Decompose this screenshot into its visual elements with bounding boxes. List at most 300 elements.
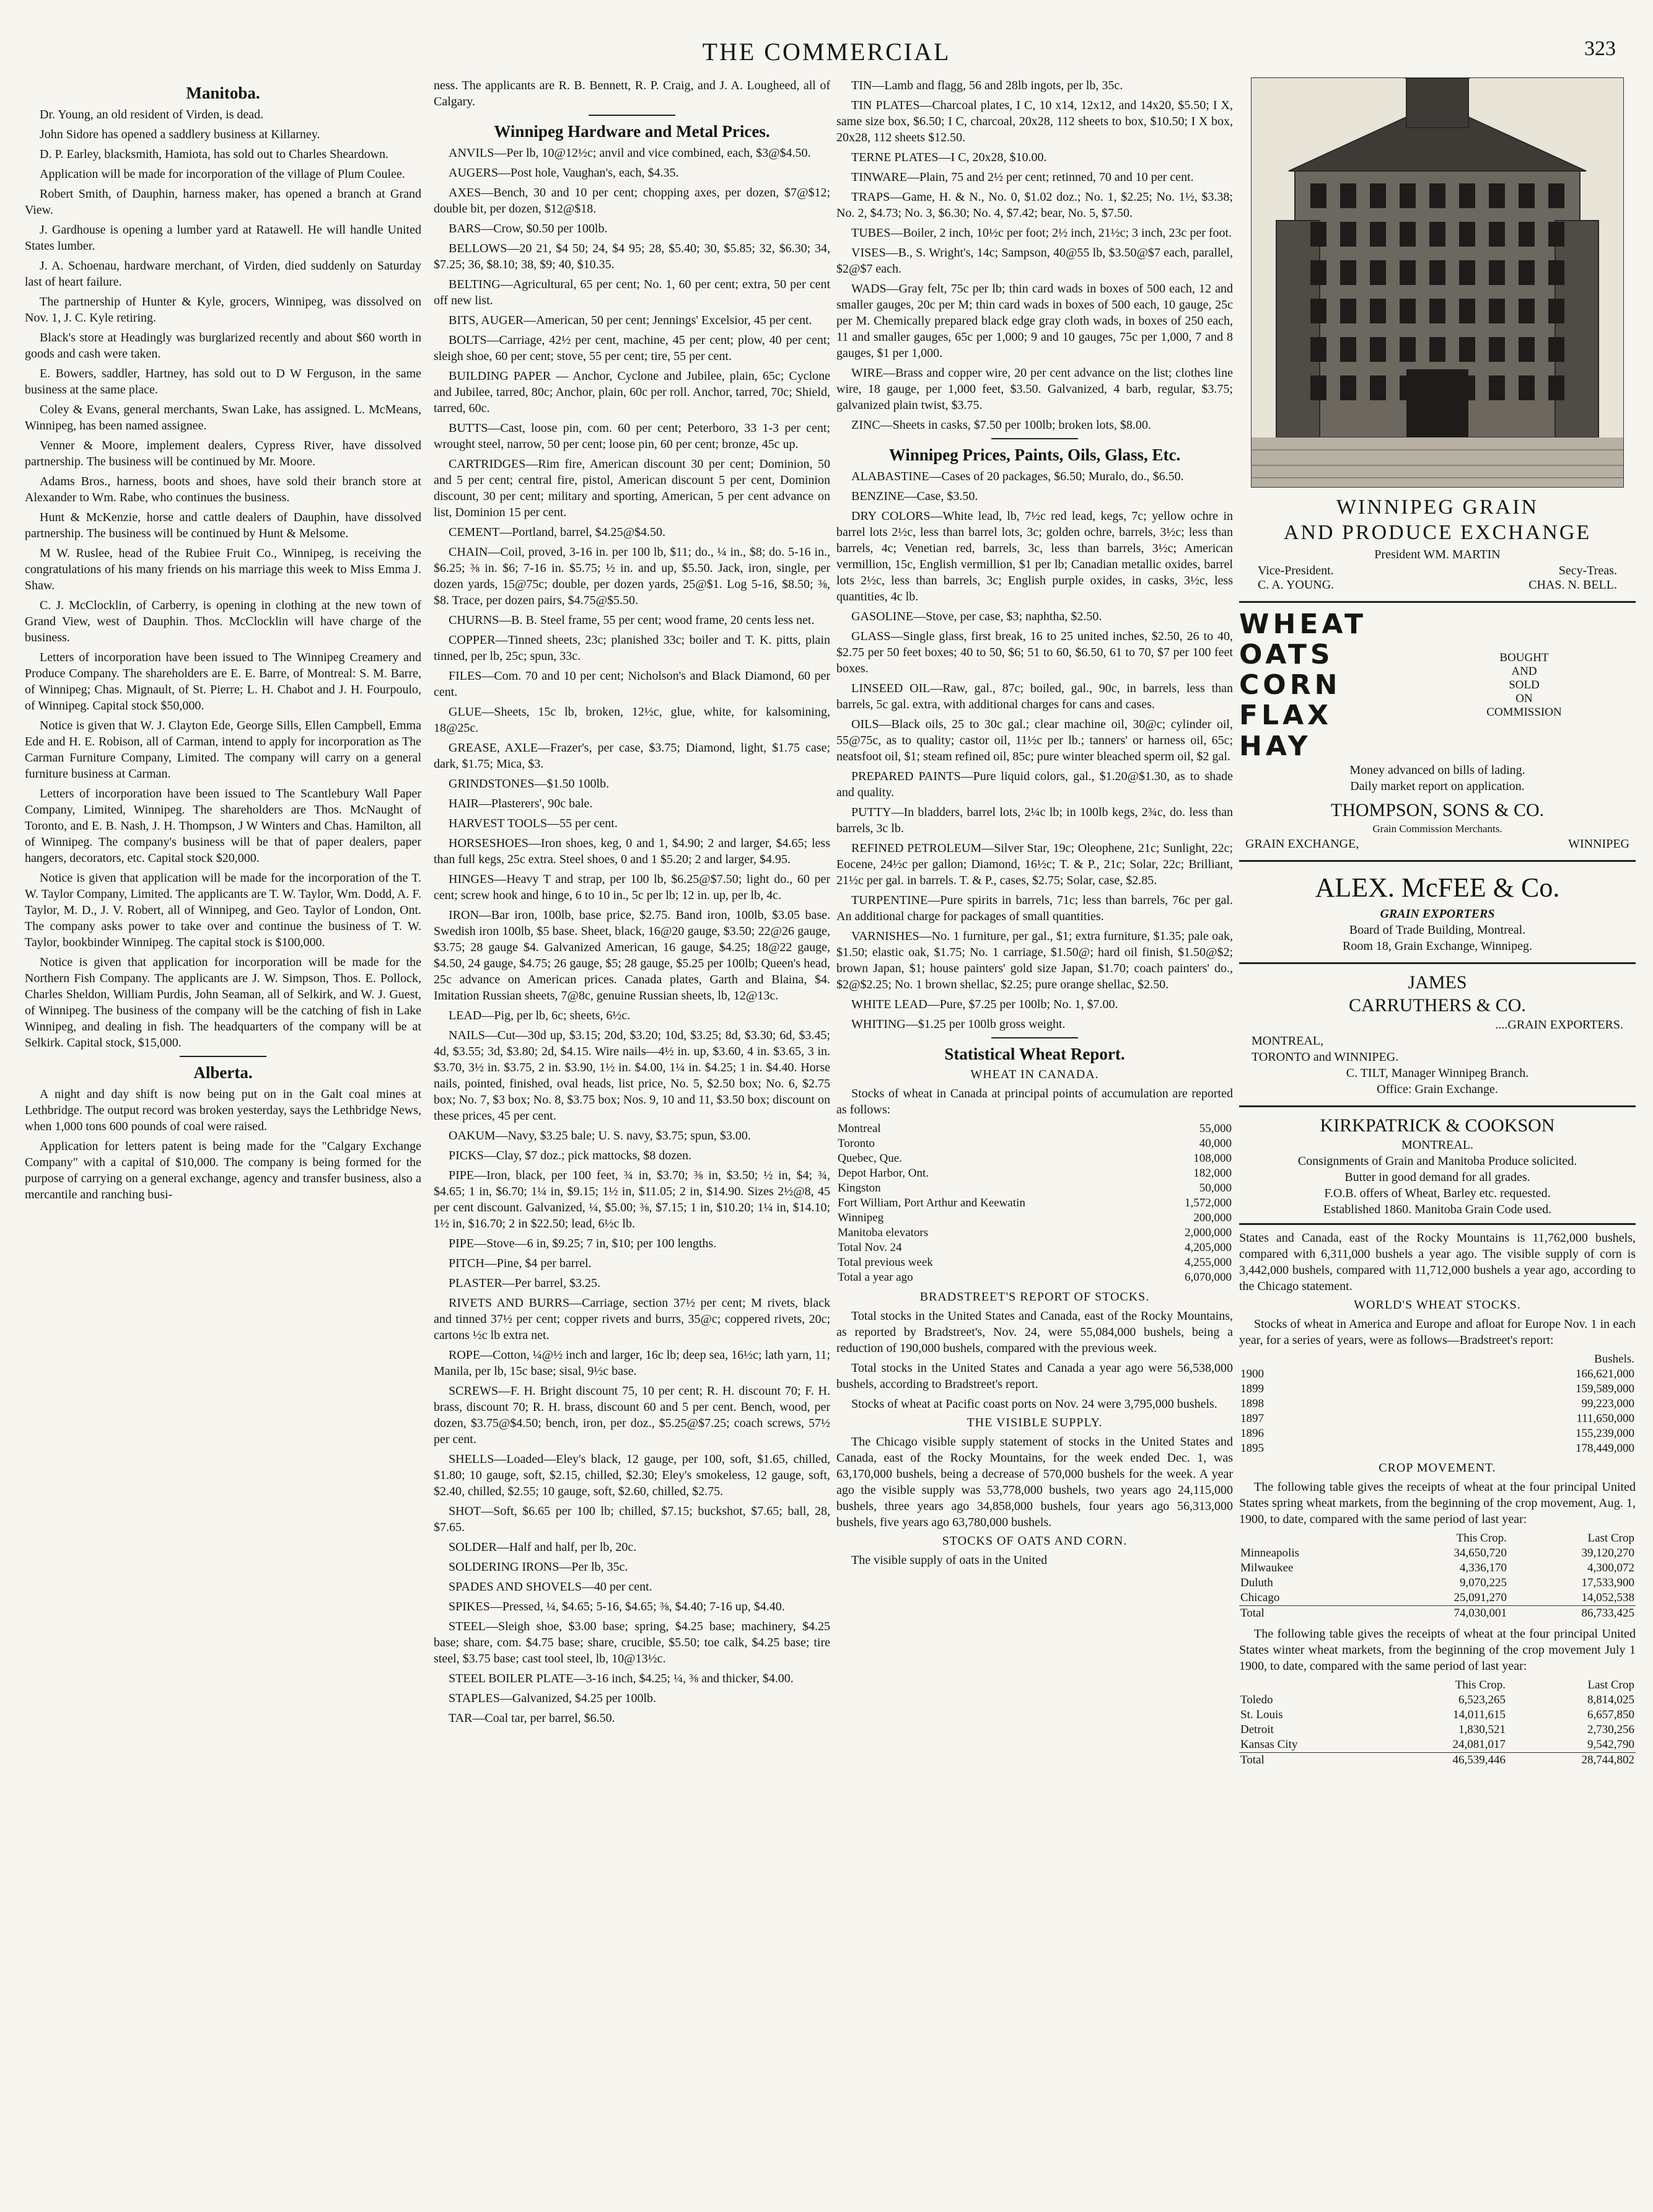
thompson-firm-subtitle: Grain Commission Merchants. (1372, 822, 1502, 835)
price-entry: TIN—Lamb and flagg, 56 and 28lb ingots, per lb, 35c. (851, 79, 1123, 92)
price-entry: BOLTS—Carriage, 42½ per cent, machine, 45 per cent; plow, 40 per cent; sleigh shoe, 60 per cent; stove, 55 per cent; tire, 55 per cent. (434, 333, 830, 364)
row-value: 6,070,000 (1185, 1271, 1232, 1284)
row-value: 4,205,000 (1185, 1241, 1232, 1255)
price-entry: TINWARE—Plain, 75 and 2½ per cent; retinned, 70 and 10 per cent. (851, 170, 1194, 184)
row-value: 6,657,850 (1587, 1708, 1634, 1721)
kirkpatrick-line-2: Butter in good demand for all grades. (1344, 1170, 1530, 1184)
row-label: Duluth (1240, 1576, 1273, 1589)
article-continuation: ness. The applicants are R. B. Bennett, R. P. Craig, and J. A. Lougheed, all of Calgary. (434, 79, 830, 108)
grain-commodity: WHEAT (1239, 608, 1367, 640)
note-word: ON (1515, 691, 1533, 705)
divider (991, 438, 1078, 439)
subheading-bradstreet-report: BRADSTREET'S REPORT OF STOCKS. (919, 1290, 1150, 1304)
window-mark (1429, 299, 1445, 323)
carruthers-subtitle: ....GRAIN EXPORTERS. (1495, 1017, 1623, 1032)
table-row (836, 1226, 1233, 1240)
window-mark (1370, 337, 1386, 362)
price-entry: CHURNS—B. B. Steel frame, 55 per cent; wood frame, 20 cents less net. (449, 613, 815, 628)
exchange-president: President WM. MARTIN (1374, 547, 1501, 561)
price-entry: PREPARED PAINTS—Pure liquid colors, gal., $1.20@$1.30, as to shade and quality. (836, 770, 1233, 800)
note-word: SOLD (1509, 678, 1540, 691)
table-row (836, 1181, 1233, 1196)
window-mark (1548, 260, 1564, 285)
price-entry: GLASS—Single glass, first break, 16 to 25 united inches, $2.50, 26 to 40, $2.75 per 50 feet boxes; 40 to 50, $6; 51 to 60, $6.50, 61 to 70, $7 per 100 feet boxes. (836, 630, 1233, 676)
note-word: COMMISSION (1486, 705, 1562, 719)
row-label: Milwaukee (1240, 1561, 1294, 1574)
carruthers-office: Office: Grain Exchange. (1377, 1082, 1498, 1096)
table-row (836, 1211, 1233, 1226)
subheading-visible-supply: THE VISIBLE SUPPLY. (967, 1416, 1103, 1430)
window-mark (1519, 260, 1535, 285)
table-row (836, 1166, 1233, 1181)
price-entry: TURPENTINE—Pure spirits in barrels, 71c; less than barrels, 76c per gal. An additional charge for packages of small quantities. (836, 893, 1233, 924)
row-value: 55,000 (1199, 1122, 1232, 1136)
thompson-sons-advertisement (1239, 601, 1636, 851)
window-mark (1459, 299, 1475, 323)
exchange-title-line-2: AND PRODUCE EXCHANGE (1283, 520, 1592, 544)
window-mark (1310, 299, 1326, 323)
column-4 (1239, 77, 1636, 2200)
window-mark (1370, 222, 1386, 247)
winter-wheat-receipts-table (1239, 1678, 1636, 1768)
price-entry: SPADES AND SHOVELS—40 per cent. (449, 1580, 652, 1594)
price-entry: BARS—Crow, $0.50 per 100lb. (449, 222, 608, 236)
wheat-report-continuation: States and Canada, east of the Rocky Mountains is 11,762,000 bushels, compared with 6,311,000 bushels a year ago. The visible supply of corn is 3,442,000 bushels, compared with 11,712,000 bushels a year ago, according to the Chicago statement. (1239, 1231, 1636, 1293)
column-1 (25, 77, 421, 2200)
divider (991, 1037, 1078, 1038)
visible-supply-text: The Chicago visible supply statement of stocks in the United States and Canada, east of the Rocky Mountains, for the week ended Dec. 1, was 63,170,000 bushels, being a decrease of 570,000 bushels for the week. A year ago the visible supply was 53,778,000 bushels, two years ago 24,115,000 bushels, three years ago 34,858,000 bushels, four years ago 56,313,000 bushels, five years ago 63,780,000 bushels. (836, 1435, 1233, 1530)
table-row (1239, 1426, 1636, 1441)
mcfee-firm-name: ALEX. McFEE & Co. (1315, 872, 1560, 903)
window-mark (1429, 183, 1445, 208)
price-entry: SPIKES—Pressed, ¼, $4.65; 5-16, $4.65; ⅜, $4.40; 7-16 up, $4.40. (449, 1600, 785, 1614)
world-stocks-intro: Stocks of wheat in America and Europe and afloat for Europe Nov. 1 in each year, for a series of years, were as follows—Bradstreet's report: (1239, 1317, 1636, 1347)
row-label: 1896 (1240, 1426, 1264, 1440)
price-entry: SOLDER—Half and half, per lb, 20c. (449, 1540, 637, 1555)
window-mark (1370, 299, 1386, 323)
window-mark (1519, 375, 1535, 400)
row-value: 159,589,000 (1576, 1382, 1634, 1395)
window-mark (1459, 183, 1475, 208)
window-mark (1489, 299, 1505, 323)
table-row (1239, 1576, 1636, 1591)
table-row (1239, 1397, 1636, 1411)
row-value: 4,255,000 (1185, 1256, 1232, 1270)
news-item: Letters of incorporation have been issued to The Winnipeg Creamery and Produce Company. The shareholders are E. E. Barre, of Montreal: S. M. Barre, of Winnipeg; Chas. Mignault, of St. Pierre; L. H. Chabot and J. H. Fourpoulo, of Winnipeg. Capital stock $50,000. (25, 651, 421, 713)
crop-movement-intro-1: The following table gives the receipts of wheat at the four principal United States spring wheat markets, from the beginning of the crop movement, Aug. 1, 1900, to date, compared with the same period of last year: (1239, 1480, 1636, 1526)
row-value: 17,533,900 (1581, 1576, 1634, 1589)
window-mark (1548, 299, 1564, 323)
price-entry: LINSEED OIL—Raw, gal., 87c; boiled, gal., 90c, in barrels, less than barrels, 5c gal. extra, with additional charges for cans and cases. (836, 682, 1233, 712)
price-entry: PICKS—Clay, $7 doz.; pick mattocks, $8 dozen. (449, 1149, 691, 1163)
row-value: 2,000,000 (1185, 1226, 1232, 1240)
window-mark (1519, 222, 1535, 247)
row-label: Chicago (1240, 1591, 1280, 1604)
row-value: 166,621,000 (1576, 1367, 1634, 1380)
total-row (1239, 1752, 1636, 1768)
window-mark (1310, 222, 1326, 247)
news-item: D. P. Earley, blacksmith, Hamiota, has sold out to Charles Sheardown. (40, 147, 389, 162)
section-heading-alberta: Alberta. (193, 1063, 253, 1082)
price-entry: AXES—Bench, 30 and 10 per cent; chopping axes, per dozen, $7@$12; double bit, per dozen, $12@$18. (434, 186, 830, 216)
table-row (1239, 1411, 1636, 1426)
total-value: 46,539,446 (1378, 1752, 1507, 1768)
window-mark (1370, 260, 1386, 285)
kirkpatrick-line-3: F.O.B. offers of Wheat, Barley etc. requested. (1324, 1186, 1551, 1200)
report-paragraph: Total stocks in the United States and Canada, east of the Rocky Mountains, as reported by Bradstreet's, Nov. 24, were 55,084,000 bushels, being a reduction of 190,000 bushels, compared with the previous week. (836, 1309, 1233, 1356)
crop-col-this-2: This Crop. (1455, 1678, 1506, 1692)
table-row (1239, 1737, 1636, 1753)
total-label: Total (1239, 1605, 1380, 1621)
news-item: J. A. Schoenau, hardware merchant, of Virden, died suddenly on Saturday last of heart failure. (25, 259, 421, 289)
total-row (1239, 1605, 1636, 1621)
price-entry: FILES—Com. 70 and 10 per cent; Nicholson's and Black Diamond, 60 per cent. (434, 669, 830, 700)
table-row (836, 1270, 1233, 1285)
row-value: 6,523,265 (1458, 1693, 1506, 1706)
row-value: 1,830,521 (1458, 1723, 1506, 1736)
world-stocks-column-head: Bushels. (1594, 1352, 1634, 1366)
world-stocks-table (1239, 1352, 1636, 1456)
row-label: Total Nov. 24 (838, 1241, 902, 1255)
mcfee-advertisement (1239, 860, 1636, 954)
price-entry: BELLOWS—20 21, $4 50; 24, $4 95; 28, $5.40; 30, $5.85; 32, $6.30; 34, $7.25; 36, $8.10; 38, $9; 40, $10.35. (434, 242, 830, 272)
grain-exchange-advertisement (1239, 77, 1636, 592)
row-label: 1899 (1240, 1382, 1264, 1395)
news-item: Robert Smith, of Dauphin, harness maker, has opened a branch at Grand View. (25, 187, 421, 217)
hardware-price-list-continued (836, 77, 1233, 433)
row-value: 4,336,170 (1459, 1561, 1507, 1574)
oats-corn-text: The visible supply of oats in the United (851, 1553, 1048, 1568)
subheading-world-wheat-stocks: WORLD'S WHEAT STOCKS. (1354, 1297, 1521, 1312)
price-entry: SOLDERING IRONS—Per lb, 35c. (449, 1560, 628, 1574)
price-entry: GRINDSTONES—$1.50 100lb. (449, 777, 610, 791)
price-entry: VISES—B., S. Wright's, 14c; Sampson, 40@55 lb, $3.50@$7 each, parallel, $2@$7 each. (836, 246, 1233, 276)
table-row (836, 1136, 1233, 1151)
price-entry: BITS, AUGER—American, 50 per cent; Jennings' Excelsior, 45 per cent. (449, 314, 812, 328)
row-value: 24,081,017 (1452, 1737, 1506, 1751)
price-entry: WADS—Gray felt, 75c per lb; thin card wads in boxes of 500 each, 12 and smaller gauges, 20c per M; thin card wads in boxes of 500 each, 10 gauge, 25c per M. Chemically prepared black edge gray cloth wads, in boxes of 250 each, 11 and smaller gauges, 65c per 1,000; 9 and 10 gauges, 75c per 1,000, 7 and 8 gauges, $1 per 1,000. (836, 282, 1233, 360)
report-paragraph: Total stocks in the United States and Canada a year ago were 56,538,000 bushels, according to Bradstreet's report. (836, 1361, 1233, 1392)
thompson-firm-name: THOMPSON, SONS & CO. (1330, 799, 1545, 820)
news-item: A night and day shift is now being put on in the Galt coal mines at Lethbridge. The output record was broken yesterday, says the Lethbridge News, when 1,000 tons 600 pounds of coal were raised. (25, 1087, 421, 1134)
exchange-vice-name: C. A. YOUNG. (1258, 577, 1335, 592)
news-item: Notice is given that W. J. Clayton Ede, George Sills, Ellen Campbell, Emma Ede and H. E. Robison, all of Carman, intend to apply for incorporation as The Carman Furniture Company, Limited. The company will carry on a general furniture business at Carman. (25, 719, 421, 781)
row-value: 2,730,256 (1587, 1723, 1634, 1736)
row-value: 50,000 (1199, 1182, 1232, 1195)
exchange-secy-name: CHAS. N. BELL. (1528, 577, 1617, 592)
row-value: 178,449,000 (1576, 1441, 1634, 1455)
table-row (836, 1255, 1233, 1270)
price-entry: HARVEST TOOLS—55 per cent. (449, 817, 618, 831)
window-mark (1400, 299, 1416, 323)
row-value: 14,052,538 (1581, 1591, 1634, 1604)
table-row (1239, 1708, 1636, 1723)
news-item: Hunt & McKenzie, horse and cattle dealers of Dauphin, have dissolved partnership. The business will be continued by Hunt & Melsome. (25, 511, 421, 541)
price-entry: VARNISHES—No. 1 furniture, per gal., $1; extra furniture, $1.35; pale oak, $1.50; elastic oak, $1.75; No. 1 carriage, $1.50@; hard oil finish, $1.50@$2; brown Japan, $1; house painters' gold size Japan, $1.70; coach painters' do., $2@$2.25; No. 1 brown shellac, $2.25; pure orange shellac, $2.50. (836, 929, 1233, 992)
row-label: Toronto (838, 1137, 875, 1151)
page-number: 323 (1584, 37, 1616, 60)
window-mark (1400, 222, 1416, 247)
wheat-canada-intro: Stocks of wheat in Canada at principal points of accumulation are reported as follows: (836, 1087, 1233, 1117)
carruthers-city-1: MONTREAL, (1252, 1034, 1324, 1048)
window-mark (1310, 337, 1326, 362)
price-entry: COPPER—Tinned sheets, 23c; planished 33c; boiler and T. K. pitts, plain tinned, per lb, 25c; spun, 33c. (434, 633, 830, 664)
grain-commodity: CORN (1239, 669, 1341, 701)
table-row (836, 1121, 1233, 1136)
column-3 (836, 77, 1233, 2200)
price-entry: BUILDING PAPER — Anchor, Cyclone and Jubilee, plain, 65c; Cyclone and Jubilee, tarred, 80c; Anchor, plain, 60c per roll. Anchor, tarred, 70c; Shield, tarred, 60c. (434, 369, 830, 416)
section-heading-manitoba: Manitoba. (186, 84, 260, 102)
hardware-price-list (434, 145, 830, 1726)
price-entry: SHELLS—Loaded—Eley's black, 12 gauge, per 100, soft, $1.65, chilled, $1.80; 10 gauge, soft, $2.15, chilled, $2.30; Eley's smokeless, 12 gauge, soft, $2.40, chilled, $2.55; 10 gauge, soft, $2.60, chilled, $2.75. (434, 1452, 830, 1499)
price-entry: TAR—Coal tar, per barrel, $6.50. (449, 1711, 615, 1726)
price-entry: PIPE—Stove—6 in, $9.25; 7 in, $10; per 100 lengths. (449, 1237, 717, 1251)
row-label: 1897 (1240, 1411, 1264, 1425)
money-advanced-line: Money advanced on bills of lading. (1349, 763, 1525, 777)
price-entry: PITCH—Pine, $4 per barrel. (449, 1257, 592, 1271)
price-entry: BELTING—Agricultural, 65 per cent; No. 1, 60 per cent; extra, 50 per cent off new list. (434, 278, 830, 308)
window-mark (1519, 337, 1535, 362)
thompson-city: WINNIPEG (1568, 836, 1629, 851)
price-entry: HINGES—Heavy T and strap, per 100 lb, $6.25@$7.50; light do., 60 per cent; screw hook and hinge, 6 to 10 in., 5c per lb; 12 in. up, per lb, 4c. (434, 872, 830, 903)
mcfee-subtitle: GRAIN EXPORTERS (1380, 906, 1495, 921)
news-item: C. J. McClocklin, of Carberry, is opening in clothing at the new town of Grand View, west of Dauphin. Thos. McClocklin will have charge of the business. (25, 599, 421, 645)
crop-col-this: This Crop. (1456, 1531, 1507, 1545)
crop-col-last-2: Last Crop (1587, 1678, 1634, 1692)
window-mark (1310, 375, 1326, 400)
window-mark (1548, 222, 1564, 247)
window-mark (1489, 337, 1505, 362)
row-value: 108,000 (1193, 1152, 1232, 1165)
price-entry: BENZINE—Case, $3.50. (851, 489, 978, 504)
row-value: 40,000 (1199, 1137, 1232, 1151)
crop-movement-intro-2: The following table gives the receipts of wheat at the four principal United States winter wheat markets, from the beginning of the crop movement July 1 1900, to date, compared with the same period of last year: (1239, 1626, 1636, 1673)
price-entry: AUGERS—Post hole, Vaughan's, each, $4.35. (449, 166, 679, 180)
carruthers-name-2: CARRUTHERS & CO. (1349, 994, 1526, 1016)
row-label: Kansas City (1240, 1737, 1298, 1751)
divider (180, 1056, 266, 1057)
price-entry: ALABASTINE—Cases of 20 packages, $6.50; Muralo, do., $6.50. (851, 470, 1184, 484)
row-value: 8,814,025 (1587, 1693, 1634, 1706)
window-mark (1400, 183, 1416, 208)
window-mark (1459, 222, 1475, 247)
news-item: Adams Bros., harness, boots and shoes, have sold their branch store at Alexander to Wm. Rabe, who continues the business. (25, 475, 421, 505)
price-entry: PIPE—Iron, black, per 100 feet, ¾ in, $3.70; ⅜ in, $3.50; ½ in, $4; ¾, $4.65; 1 in, $6.70; 1¼ in, $9.15; 1½ in, $11.05; 2 in, $14.90. Sizes 2½@8, 45 per cent discount. Galvanized, ¼, $5.00; ⅜, $7.15; 1 in, $10.20; 1¼ in, $14.10; 1½ in, $16.70; 2 in $22.50; lead, 6½c lb. (434, 1169, 830, 1231)
divider (589, 115, 675, 116)
grain-commodity-list (1239, 609, 1475, 761)
window-mark (1459, 337, 1475, 362)
row-label: Kingston (838, 1182, 881, 1195)
row-label: Fort William, Port Arthur and Keewatin (838, 1196, 1025, 1210)
bradstreet-report-text (836, 1308, 1233, 1412)
total-value: 28,744,802 (1507, 1752, 1636, 1768)
window-mark (1400, 260, 1416, 285)
news-item: Notice is given that application for incorporation will be made for the Northern Fish Company. The applicants are J. W. Simpson, Thos. E. Pollock, Charles Sheldon, William Purdis, John Seaman, all of Selkirk, and W. J. Guest, of Winnipeg. The business of the company will be the catching of fish in Lake Winnipeg, and dealing in fish. The headquarters of the company will be at Selkirk. Capital stock, $15,000. (25, 955, 421, 1050)
news-item: J. Gardhouse is opening a lumber yard at Ratawell. He will handle United States lumber. (25, 223, 421, 253)
row-value: 200,000 (1193, 1211, 1232, 1225)
table-row (836, 1151, 1233, 1166)
window-mark (1459, 260, 1475, 285)
subheading-wheat-in-canada: WHEAT IN CANADA. (970, 1068, 1099, 1082)
section-heading-hardware-prices: Winnipeg Hardware and Metal Prices. (494, 122, 770, 141)
window-mark (1340, 337, 1356, 362)
kirkpatrick-line-4: Established 1860. Manitoba Grain Code used. (1323, 1202, 1552, 1216)
price-entry: REFINED PETROLEUM—Silver Star, 19c; Oleophene, 21c; Sunlight, 22c; Eocene, 24½c per gallon; Diamond, 16½c; T. & P., 21c; Solar, 22c; Brilliant, 21½c per gal. in barrels. T. & P., cases, $2.75; Solar, case, $2.85. (836, 841, 1233, 888)
table-row (1239, 1693, 1636, 1708)
price-entry: WHITING—$1.25 per 100lb gross weight. (851, 1017, 1066, 1032)
news-item: John Sidore has opened a saddlery business at Killarney. (40, 128, 320, 142)
row-label: Detroit (1240, 1723, 1274, 1736)
price-entry: CARTRIDGES—Rim fire, American discount 30 per cent; Dominion, 50 and 5 per cent; central fire, pistol, American discount 5 per cent, Dominion discount, 30 per cent; military and sporting, American, 5 per cent advance on list, Dominion 15 per cent. (434, 457, 830, 520)
spring-wheat-receipts-table (1239, 1531, 1636, 1621)
price-entry: ZINC—Sheets in casks, $7.50 per 100lb; broken lots, $8.00. (851, 418, 1151, 432)
window-mark (1310, 260, 1326, 285)
price-entry: PUTTY—In bladders, barrel lots, 2¼c lb; in 100lb kegs, 2¾c, do. less than barrels, 3c lb. (836, 805, 1233, 836)
price-entry: GASOLINE—Stove, per case, $3; naphtha, $2.50. (851, 610, 1102, 624)
table-row (1239, 1441, 1636, 1456)
price-entry: ANVILS—Per lb, 10@12½c; anvil and vice combined, each, $3@$4.50. (449, 146, 811, 160)
row-value: 182,000 (1193, 1167, 1232, 1180)
window-mark (1548, 375, 1564, 400)
price-entry: STAPLES—Galvanized, $4.25 per 100lb. (449, 1692, 657, 1706)
window-mark (1429, 337, 1445, 362)
window-mark (1370, 183, 1386, 208)
window-mark (1489, 375, 1505, 400)
section-heading-paints-prices: Winnipeg Prices, Paints, Oils, Glass, Etc. (888, 445, 1181, 464)
exchange-vice-label: Vice-President. (1258, 563, 1334, 577)
table-row (836, 1196, 1233, 1211)
grain-exchange-building-engraving (1251, 77, 1624, 488)
price-entry: SCREWS—F. H. Bright discount 75, 10 per cent; R. H. discount 70; F. H. brass, discount 70; R. H. brass, discount 60 and 5 per cent. Bench, wood, per dozen, $3.75@$4.50; bench, iron, per doz., $5.25@$7.25; coach screws, 57½ per cent. (434, 1384, 830, 1447)
report-paragraph: Stocks of wheat at Pacific coast ports on Nov. 24 were 3,795,000 bushels. (851, 1397, 1217, 1411)
window-mark (1340, 222, 1356, 247)
price-entry: GREASE, AXLE—Frazer's, per case, $3.75; Diamond, light, $1.75 case; dark, $1.75; Mica, $3. (434, 741, 830, 771)
grain-commodity: FLAX (1239, 700, 1333, 732)
table-row (1239, 1382, 1636, 1397)
table-row (1239, 1723, 1636, 1737)
manitoba-news-list (25, 107, 421, 1051)
price-entry: WIRE—Brass and copper wire, 20 per cent advance on the list; clothes line wire, 18 gauge, per 1,000 feet, $3.50. Galvanized, 4 barb, regular, $3.75; galvanized plain twist, $3.75. (836, 366, 1233, 412)
price-entry: CEMENT—Portland, barrel, $4.25@$4.50. (449, 525, 666, 540)
masthead (0, 32, 1653, 69)
price-entry: TUBES—Boiler, 2 inch, 10½c per foot; 2½ inch, 21½c; 3 inch, 23c per foot. (851, 226, 1232, 240)
table-row (1239, 1591, 1636, 1606)
price-entry: DRY COLORS—White lead, lb, 7½c red lead, kegs, 7c; yellow ochre in barrel lots 2½c, less than barrel lots, 3c; golden ochre, barrels, 3½c; less than barrels, 4c; Venetian red, barrels, 3c, less than barrels, 3½c; American vermillion, 15c, English vermillion, $1 per lb; Canadian metallic oxides, barrel lots 2½c, less than barrels, 3c; English purple oxides, in casks, 3½c, less quantities, 4c lb. (836, 509, 1233, 604)
window-mark (1548, 337, 1564, 362)
table-row (836, 1240, 1233, 1255)
news-item: Application will be made for incorporation of the village of Plum Coulee. (40, 167, 405, 182)
price-entry: RIVETS AND BURRS—Carriage, section 37½ per cent; M rivets, black and tinned 37½ per cent; copper rivets and burrs, 35@c; coppered rivets, 20c; cartons ½c lb extra net. (434, 1296, 830, 1343)
alberta-news-list (25, 1086, 421, 1203)
window-mark (1340, 299, 1356, 323)
row-label: 1900 (1240, 1367, 1264, 1380)
price-entry: BUTTS—Cast, loose pin, com. 60 per cent; Peterboro, 33 1-3 per cent; wrought steel, narrow, 50 per cent; loose pin, 60 per cent; bronze, 45c up. (434, 421, 830, 452)
wheat-canada-table (836, 1121, 1233, 1285)
row-value: 99,223,000 (1581, 1397, 1634, 1410)
price-entry: IRON—Bar iron, 100lb, base price, $2.75. Band iron, 100lb, $3.05 base. Swedish iron 100lb, $5 base. Sheet, black, 16@20 gauge, $3.50; 22@26 gauge, $3.75; 28 gauge $4. Galvanized American, 16 gauge, $4.25; 18@22 gauge, $4.50, 24 gauge, $4.75; 26 gauge, $5; 28 gauge, $5.25 per 100lb; Queen's head, 25c advance on American prices. Canada plates, Garth and Blaina, $4. Imitation Russian sheets, 7@8c, genuine Russian sheets, lb, 12@13c. (434, 908, 830, 1003)
price-entry: CHAIN—Coil, proved, 3-16 in. per 100 lb, $11; do., ¼ in., $8; do. 5-16 in., $6.25; ⅜ in. $6; 7-16 in. $5.75; ½ in. and up, $5.50. Jack, iron, single, per dozen yards, 15@75c; double, per dozen yards, 25@$1. Log 5-16, $8.50; ⅜, $8. Trace, per dozen pairs, $4.75@$5.50. (434, 545, 830, 608)
table-row (1239, 1546, 1636, 1561)
row-label: Manitoba elevators (838, 1226, 929, 1240)
price-entry: OAKUM—Navy, $3.25 bale; U. S. navy, $3.75; spun, $3.00. (449, 1129, 751, 1143)
crop-col-last: Last Crop (1587, 1531, 1634, 1545)
carruthers-city-2: TORONTO and WINNIPEG. (1252, 1050, 1399, 1064)
row-value: 14,011,615 (1453, 1708, 1506, 1721)
bought-and-sold-note (1475, 651, 1574, 719)
news-item: Coley & Evans, general merchants, Swan Lake, has assigned. L. McMeans, Winnipeg, has been named assignee. (25, 403, 421, 433)
window-mark (1489, 222, 1505, 247)
carruthers-advertisement (1239, 962, 1636, 1097)
table-row (1239, 1367, 1636, 1382)
mcfee-address-2: Room 18, Grain Exchange, Winnipeg. (1343, 939, 1532, 953)
subheading-crop-movement: CROP MOVEMENT. (1379, 1460, 1496, 1475)
window-mark (1429, 222, 1445, 247)
news-item: M W. Ruslee, head of the Rubiee Fruit Co., Winnipeg, is receiving the congratulations of his many friends on his marriage this week to Miss Emma J. Shaw. (25, 546, 421, 593)
row-value: 34,650,720 (1454, 1546, 1507, 1560)
price-entry: HORSESHOES—Iron shoes, keg, 0 and 1, $4.90; 2 and larger, $4.65; less than full kegs, 25c extra. Steel shoes, 0 and 1 $5.20; 2 and larger, $4.95. (434, 836, 830, 867)
news-item: The partnership of Hunter & Kyle, grocers, Winnipeg, was dissolved on Nov. 1, J. C. Kyle retiring. (25, 295, 421, 325)
kirkpatrick-advertisement (1239, 1105, 1636, 1217)
paints-price-list (836, 468, 1233, 1032)
price-entry: PLASTER—Per barrel, $3.25. (449, 1276, 600, 1291)
total-label: Total (1239, 1752, 1378, 1768)
row-label: St. Louis (1240, 1708, 1283, 1721)
wheat-report-continued (1239, 1223, 1636, 1768)
news-item: Letters of incorporation have been issued to The Scantlebury Wall Paper Company, Limited, Winnipeg. The shareholders are Thos. McNaught of Toronto, and E. B. Nash, J. H. Thompson, J W Winters and Chas. Hamilton, all of Winnipeg. The company's business will be that of paper dealers, paper hangers, decorators, etc. Capital stock $20,000. (25, 787, 421, 866)
price-entry: WHITE LEAD—Pure, $7.25 per 100lb; No. 1, $7.00. (851, 998, 1118, 1012)
newspaper-title: THE COMMERCIAL (702, 38, 951, 66)
kirkpatrick-line-1: Consignments of Grain and Manitoba Produce solicited. (1297, 1154, 1577, 1168)
window-mark (1340, 375, 1356, 400)
row-label: Minneapolis (1240, 1546, 1299, 1560)
exchange-title-line-1: WINNIPEG GRAIN (1336, 496, 1539, 519)
window-mark (1340, 183, 1356, 208)
row-label: Total a year ago (838, 1271, 913, 1284)
carruthers-manager: C. TILT, Manager Winnipeg Branch. (1346, 1066, 1529, 1080)
column-2 (434, 77, 830, 2200)
row-label: 1895 (1240, 1441, 1264, 1455)
row-label: Total previous week (838, 1256, 933, 1270)
kirkpatrick-name: KIRKPATRICK & COOKSON (1320, 1115, 1555, 1136)
carruthers-name-1: JAMES (1408, 972, 1467, 993)
news-item: Black's store at Headingly was burglarized recently and about $60 worth in goods and cash were taken. (25, 331, 421, 361)
row-value: 1,572,000 (1185, 1196, 1232, 1210)
window-mark (1400, 337, 1416, 362)
news-item: Venner & Moore, implement dealers, Cypress River, have dissolved partnership. The business will be continued by Mr. Moore. (25, 439, 421, 469)
price-entry: ROPE—Cotton, ¼@½ inch and larger, 16c lb; deep sea, 16½c; lath yarn, 11; Manila, per lb, 15c base; sisal, 9½c base. (434, 1348, 830, 1379)
row-value: 4,300,072 (1587, 1561, 1634, 1574)
row-value: 25,091,270 (1454, 1591, 1507, 1604)
row-label: Montreal (838, 1122, 881, 1136)
row-value: 39,120,270 (1581, 1546, 1634, 1560)
row-value: 9,542,790 (1587, 1737, 1634, 1751)
section-heading-wheat-report: Statistical Wheat Report. (944, 1045, 1125, 1064)
window-mark (1429, 260, 1445, 285)
price-entry: HAIR—Plasterers', 90c bale. (449, 797, 593, 811)
row-label: 1898 (1240, 1397, 1264, 1410)
window-mark (1519, 299, 1535, 323)
subheading-oats-corn: STOCKS OF OATS AND CORN. (942, 1534, 1128, 1548)
news-item: Application for letters patent is being made for the "Calgary Exchange Company" with a capital of $10,000. The company is being formed for the purpose of carrying on a general exchange, agency and transfer business, also a mercantile and ranching busi- (25, 1139, 421, 1202)
total-value: 86,733,425 (1508, 1605, 1636, 1621)
row-label: Toledo (1240, 1693, 1273, 1706)
window-mark (1548, 183, 1564, 208)
price-entry: STEEL BOILER PLATE—3-16 inch, $4.25; ¼, ⅜ and thicker, $4.00. (449, 1672, 794, 1686)
daily-report-line: Daily market report on application. (1350, 779, 1525, 793)
price-entry: OILS—Black oils, 25 to 30c gal.; clear machine oil, 30@c; cylinder oil, 55@75c, as to quality; castor oil, 11½c per lb.; tanners' or harness oil, 65c; neatsfoot oil, $1; steam refined oil, 85c; pure winter bleached sperm oil, $2 gal. (836, 718, 1233, 764)
kirkpatrick-city: MONTREAL. (1401, 1138, 1474, 1152)
price-entry: GLUE—Sheets, 15c lb, broken, 12½c, glue, white, for kalsomining, 18@25c. (434, 705, 830, 735)
